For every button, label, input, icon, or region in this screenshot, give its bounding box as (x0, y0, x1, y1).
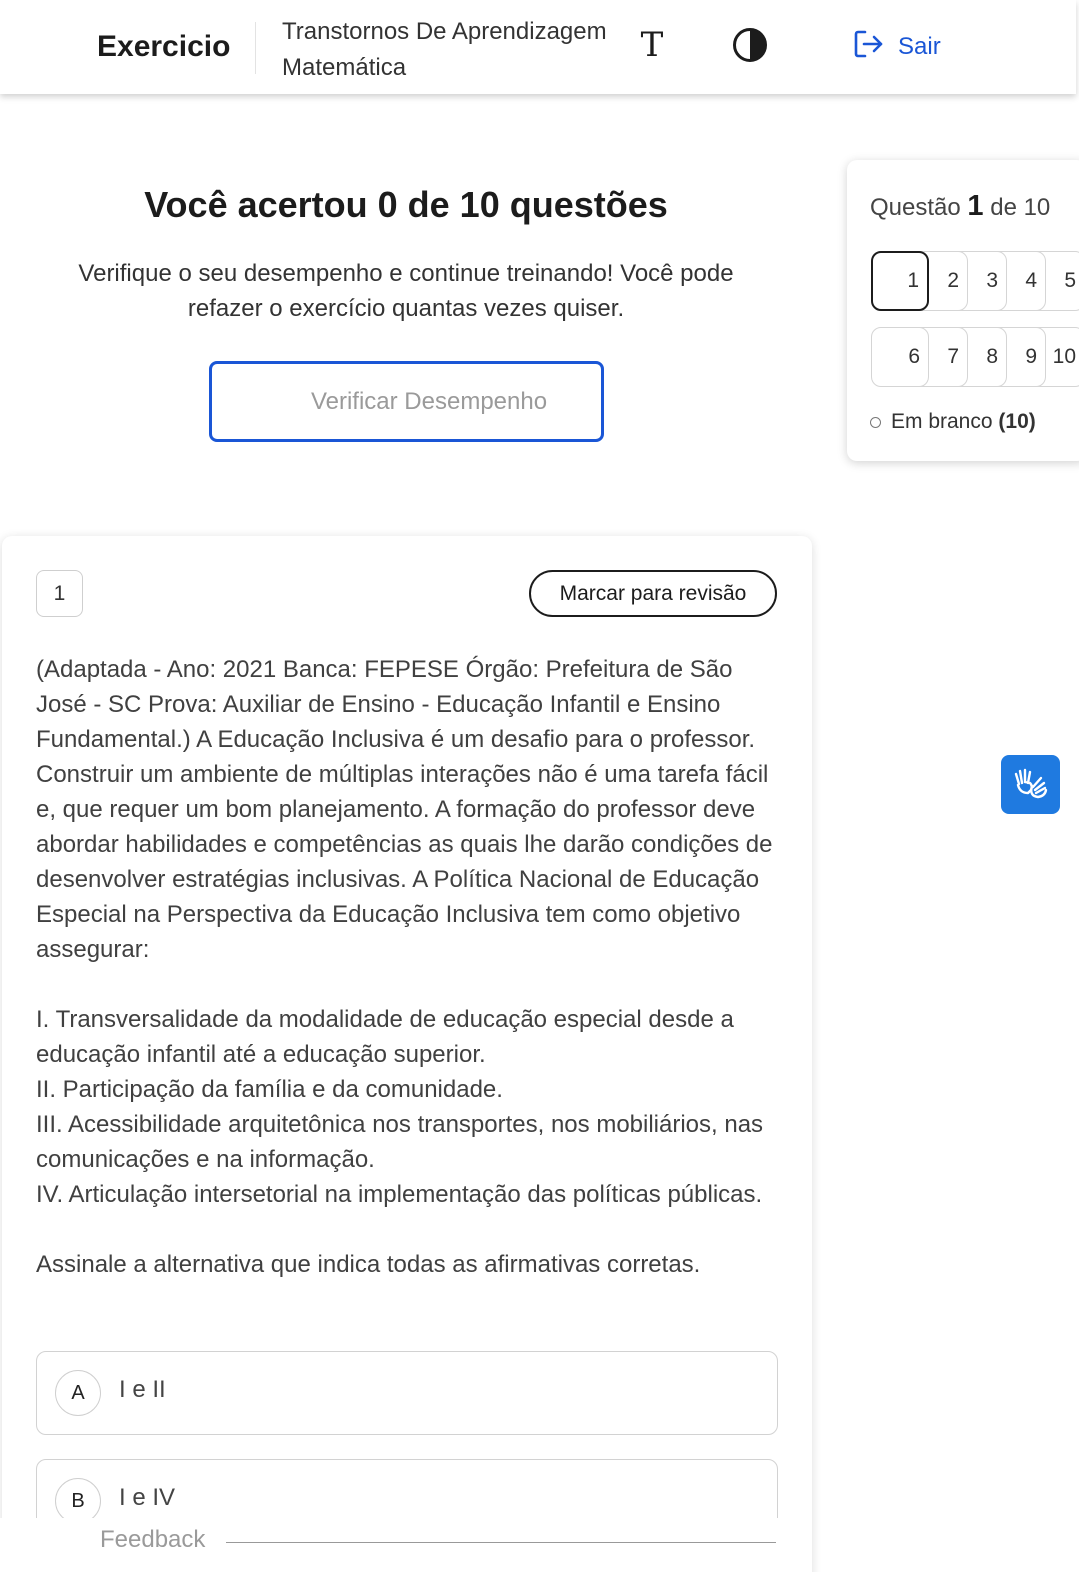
option-text: I e II (119, 1376, 166, 1403)
question-nav-button-4[interactable]: 4 (988, 251, 1046, 311)
mark-for-review-button[interactable]: Marcar para revisão (529, 570, 777, 617)
option-letter: B (55, 1478, 101, 1524)
feedback-bar[interactable] (0, 1518, 812, 1572)
statement-iii: III. Acessibilidade arquitetônica nos transportes, nos mobiliários, nas comunicações e na informação. (36, 1111, 764, 1173)
navigator-title (870, 190, 1050, 223)
question-nav-button-1[interactable]: 1 (871, 251, 929, 311)
question-nav-button-5[interactable]: 5 (1027, 251, 1079, 311)
font-size-button[interactable]: T (640, 25, 664, 65)
legend-count: (10) (998, 410, 1036, 433)
logout-label: Sair (898, 33, 941, 60)
question-instruction: Assinale a alternativa que indica todas as afirmativas corretas. (36, 1251, 701, 1278)
statement-ii: II. Participação da família e da comunidade. (36, 1076, 503, 1103)
question-nav-button-8[interactable]: 8 (949, 327, 1007, 387)
statement-i: I. Transversalidade da modalidade de educação especial desde a educação infantil até a educação superior. (36, 1006, 734, 1068)
top-header (0, 0, 1076, 94)
blank-dot-icon (870, 417, 881, 428)
feedback-label: Feedback (100, 1526, 206, 1553)
logout-button[interactable] (852, 30, 941, 64)
navigator-label-prefix: Questão (870, 194, 961, 221)
question-text (36, 652, 781, 1282)
libras-accessibility-button[interactable] (1001, 755, 1060, 814)
question-nav-button-10[interactable]: 10 (1027, 327, 1079, 387)
question-nav-button-6[interactable]: 6 (871, 327, 929, 387)
legend-label: Em branco (891, 410, 993, 433)
feedback-divider (226, 1542, 776, 1543)
question-card (2, 536, 812, 1572)
question-nav-button-7[interactable]: 7 (910, 327, 968, 387)
option-a[interactable] (36, 1351, 778, 1435)
brand-title: Exercicio (97, 30, 231, 63)
navigator-label-suffix: de 10 (990, 194, 1051, 221)
result-title: Você acertou 0 de 10 questões (144, 184, 668, 225)
question-nav-button-9[interactable]: 9 (988, 327, 1046, 387)
blank-legend (870, 410, 1036, 434)
question-statement: (Adaptada - Ano: 2021 Banca: FEPESE Órgão: Prefeitura de São José - SC Prova: Auxiliar de Ensino - Educação Infantil e Ensino Fundamental.) A Educação Inclusiva é um desafio para o professor. Construir um ambiente de múltiplas interações não é uma tarefa fácil e, que requer um bom planejamento. A formação do professor deve abordar habilidades e competências as quais lhe darão condições de desenvolver estratégias inclusivas. A Política Nacional de Educação Especial na Perspectiva da Educação Inclusiva tem como objetivo assegurar: (36, 656, 773, 963)
sign-language-hands-icon (1011, 762, 1051, 807)
result-subtitle: Verifique o seu desempenho e continue treinando! Você pode refazer o exercício quantas vezes quiser. (78, 260, 734, 322)
contrast-icon[interactable] (732, 27, 768, 63)
header-divider (255, 22, 256, 74)
navigator-current: 1 (967, 190, 984, 222)
course-title: Transtornos De Aprendizagem Matemática (282, 18, 607, 81)
question-nav-button-3[interactable]: 3 (949, 251, 1007, 311)
question-number: 1 (36, 570, 83, 617)
logout-icon (852, 27, 886, 68)
option-text: I e IV (119, 1484, 176, 1511)
option-letter: A (55, 1370, 101, 1416)
statement-iv: IV. Articulação intersetorial na implementação das políticas públicas. (36, 1181, 763, 1208)
verify-performance-button[interactable]: Verificar Desempenho (209, 361, 604, 442)
question-navigator (847, 160, 1079, 461)
question-nav-button-2[interactable]: 2 (910, 251, 968, 311)
